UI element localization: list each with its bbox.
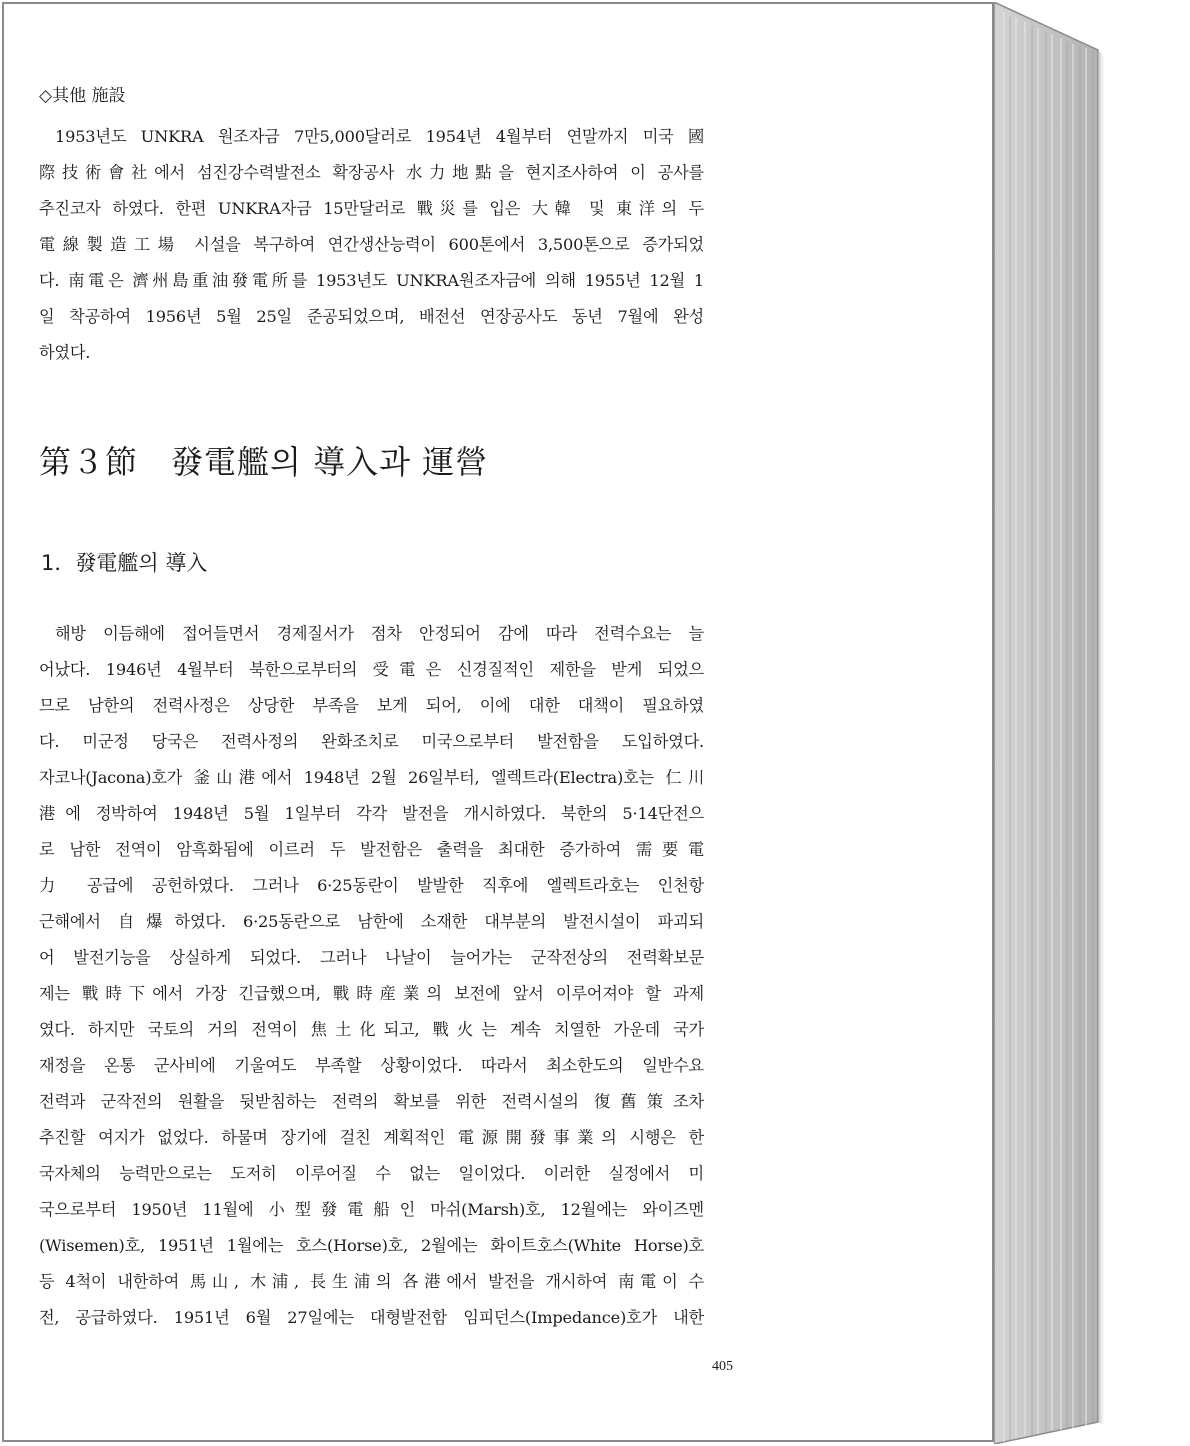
page-number: 405 [712, 1359, 733, 1374]
text-line: 다. 미군정 당국은 전력사정의 완화조치로 미국으로부터 발전함을 도입하였다. [39, 732, 704, 751]
text-line: 제는 戰時下에서 가장 긴급했으며, 戰時産業의 보전에 앞서 이루어져야 할 과제 [39, 984, 704, 1003]
text-line: 였다. 하지만 국토의 거의 전역이 焦土化되고, 戰火는 계속 치열한 가운데 국가 [39, 1020, 704, 1039]
text-line: 일 착공하여 1956년 5월 25일 준공되었으며, 배전선 연장공사도 동년 7월에 완성 [39, 307, 704, 326]
text-line: 電線製造工場 시설을 복구하여 연간생산능력이 600톤에서 3,500톤으로 증가되었 [39, 235, 704, 254]
text-line: 추진코자 하였다. 한편 UNKRA자금 15만달러로 戰災를 입은 大韓 및 東洋의 두 [39, 199, 704, 218]
text-line: 어 발전기능을 상실하게 되었다. 그러나 나날이 늘어가는 군작전상의 전력확보문 [39, 948, 704, 967]
other-facilities-paragraph [39, 119, 704, 371]
text-line: 어났다. 1946년 4월부터 북한으로부터의 受電은 신경질적인 제한을 받게 되었으 [39, 660, 704, 679]
text-line: 자코나(Jacona)호가 釜山港에서 1948년 2월 26일부터, 엘렉트라(Electra)호는 仁川 [39, 768, 704, 787]
text-line: 국으로부터 1950년 11월에 小型發電船인 마쉬(Marsh)호, 12월에는 와이즈멘 [39, 1200, 704, 1219]
book-page [2, 2, 994, 1442]
text-line: 근해에서 自爆하였다. 6·25동란으로 남한에 소재한 대부분의 발전시설이 파괴되 [39, 912, 704, 931]
text-line: 다. 南電은 濟州島重油發電所를 1953년도 UNKRA원조자금에 의해 1955년 12월 1 [39, 271, 704, 290]
text-line: 1953년도 UNKRA 원조자금 7만5,000달러로 1954년 4월부터 연말까지 미국 國 [55, 127, 704, 146]
text-line: 際技術會社에서 섬진강수력발전소 확장공사 水力地點을 현지조사하여 이 공사를 [39, 163, 704, 182]
text-line: 전, 공급하였다. 1951년 6월 27일에는 대형발전함 임피던스(Impedance)호가 내한 [39, 1308, 704, 1327]
text-line: 재정을 온통 군사비에 기울여도 부족할 상황이었다. 따라서 최소한도의 일반수요 [39, 1056, 704, 1075]
other-facilities-heading: ◇其他 施設 [39, 86, 126, 106]
text-line: 하였다. [39, 343, 91, 362]
text-line: (Wisemen)호, 1951년 1월에는 호스(Horse)호, 2월에는 화이트호스(White Horse)호 [39, 1236, 704, 1255]
text-line: 로 남한 전역이 암흑화됨에 이르러 두 발전함은 출력을 최대한 증가하여 需要電 [39, 840, 704, 859]
book-page-stack-edge [994, 2, 1190, 1444]
text-line: 추진할 여지가 없었다. 하물며 장기에 걸친 계획적인 電源開發事業의 시행은 한 [39, 1128, 704, 1147]
text-line: 전력과 군작전의 원활을 뒷받침하는 전력의 확보를 위한 전력시설의 復舊策조차 [39, 1092, 704, 1111]
text-line: 등 4척이 내한하여 馬山, 木浦, 長生浦의 各港에서 발전을 개시하여 南電이 수 [39, 1272, 704, 1291]
subsection-title: 1．發電艦의 導入 [41, 551, 208, 575]
section-title: 第３節 發電艦의 導入과 運營 [39, 443, 489, 481]
text-line: 국자체의 능력만으로는 도저히 이루어질 수 없는 일이었다. 이러한 실정에서 미 [39, 1164, 704, 1183]
text-line: 므로 남한의 전력사정은 상당한 부족을 보게 되어, 이에 대한 대책이 필요하였 [39, 696, 704, 715]
text-line: 力 공급에 공헌하였다. 그러나 6·25동란이 발발한 직후에 엘렉트라호는 인천항 [39, 876, 704, 895]
subsection-paragraph [39, 616, 704, 1336]
text-line: 해방 이듬해에 접어들면서 경제질서가 점차 안정되어 감에 따라 전력수요는 늘 [55, 624, 704, 643]
text-line: 港에 정박하여 1948년 5월 1일부터 각각 발전을 개시하였다. 북한의 5·14단전으 [39, 804, 704, 823]
